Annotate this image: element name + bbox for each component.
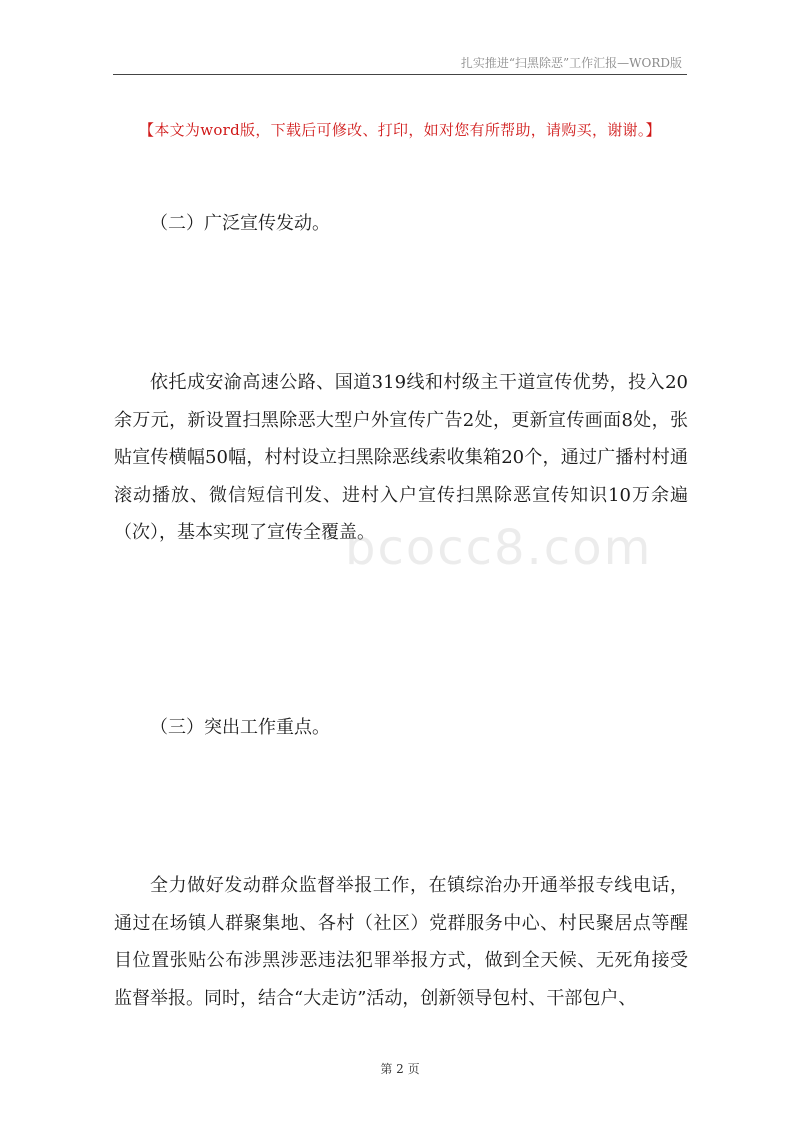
header-title: 扎实推进“扫黑除恶”工作汇报—WORD版 [460,56,682,70]
section-paragraph-3: 全力做好发动群众监督举报工作，在镇综治办开通举报专线电话，通过在场镇人群聚集地、各村（社区）党群服务中心、村民聚居点等醒目位置张贴公布涉黑涉恶违法犯罪举报方式，做到全天候、无死角接受监督举报。同时，结合“大走访”活动，创新领导包村、干部包户、 [114,875,688,1009]
header-divider [113,74,687,75]
section-paragraph-2: 依托成安渝高速公路、国道319线和村级主干道宣传优势，投入20余万元，新设置扫黑除恶大型户外宣传广告2处，更新宣传画面8处，张贴宣传横幅50幅，村村设立扫黑除恶线索收集箱20个，通过广播村村通滚动播放、微信短信刊发、进村入户宣传扫黑除恶宣传知识10万余遍（次），基本实现了宣传全覆盖。 [114,372,688,543]
purchase-notice: 【本文为word版，下载后可修改、打印，如对您有所帮助，请购买，谢谢。】 [139,121,661,139]
page-number: 第 2 页 [380,1062,420,1076]
section-heading-3: （三）突出工作重点。 [150,717,330,738]
watermark: bcocc8.com [345,520,653,576]
section-heading-2: （二）广泛宣传发动。 [150,213,330,234]
